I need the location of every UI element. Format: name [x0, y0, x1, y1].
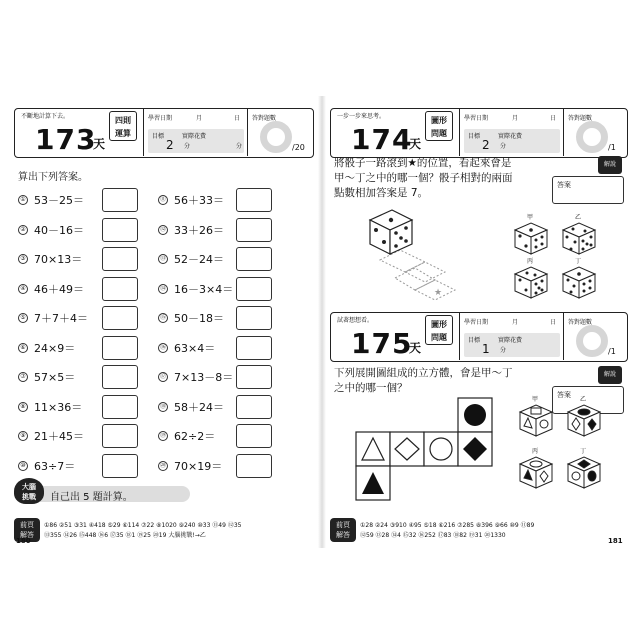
problem-item — [158, 247, 276, 271]
category-tag — [425, 111, 453, 141]
category-tag-line: 問題 — [431, 333, 447, 342]
problem-number: ⑬ — [159, 255, 166, 262]
svg-text:★: ★ — [434, 288, 443, 298]
die-option-ding — [563, 267, 595, 298]
answer-input-box[interactable] — [102, 336, 138, 360]
problem-item — [158, 188, 276, 212]
answer-line: ①28 ②24 ③910 ④95 ⑤18 ⑥216 ⑦285 ⑧396 ⑨66 ⑩9 ⑪89 — [360, 522, 535, 529]
problem-number: ⑤ — [18, 313, 28, 323]
answer-input-box[interactable] — [102, 365, 138, 389]
day-number: 175 — [351, 327, 413, 360]
problem-item — [158, 365, 276, 389]
problem-number: ⑦ — [18, 372, 28, 382]
option-label: 甲 — [532, 396, 539, 403]
problem-expression: 40－16＝ — [34, 223, 84, 237]
problem-number: ⑯ — [159, 343, 166, 351]
day-unit: 天 — [409, 137, 422, 151]
problem-number: ⑧ — [18, 402, 28, 412]
challenge-text: 自己出 5 題計算。 — [50, 492, 133, 503]
problem-number: ① — [18, 195, 28, 205]
problem-item — [18, 454, 142, 478]
goal-unit: 分 — [500, 143, 507, 150]
book-spine — [318, 96, 326, 548]
problem-item — [18, 395, 142, 419]
die-option-jia — [515, 223, 547, 254]
problem-item — [18, 247, 142, 271]
goal-value: 1 — [482, 342, 490, 356]
problem-number: ⑭ — [159, 284, 166, 292]
month-label: 月 — [512, 115, 519, 122]
problem-item — [18, 424, 142, 448]
hint-icon[interactable]: 解說 — [598, 366, 622, 384]
date-label: 學習日期 — [464, 319, 489, 326]
day-header — [14, 108, 314, 158]
question-line: 下列展開圖組成的立方體，會是甲～丁 — [334, 367, 513, 379]
die-option-bing — [515, 267, 547, 298]
answer-icon — [330, 518, 356, 542]
problem-number: ⑳ — [159, 461, 166, 469]
header-subtitle: 一步一步來思考。 — [337, 113, 386, 120]
right-page — [330, 100, 628, 545]
goal-label: 目標 — [152, 133, 165, 140]
problem-expression: 57×5＝ — [34, 371, 76, 384]
goal-label: 目標 — [468, 337, 481, 344]
actual-unit: 分 — [236, 143, 243, 150]
answer-input-box[interactable] — [102, 454, 138, 478]
answer-input-box[interactable] — [236, 218, 272, 242]
option-label: 丁 — [580, 448, 587, 455]
option-label: 丙 — [532, 448, 539, 455]
answer-input-box[interactable] — [102, 188, 138, 212]
category-tag — [425, 315, 453, 345]
goal-value: 2 — [166, 138, 174, 152]
score-panel — [563, 109, 629, 156]
study-date-panel — [459, 313, 563, 360]
date-label: 學習日期 — [148, 115, 173, 122]
problem-number: ⑱ — [159, 402, 166, 410]
category-tag-line: 問題 — [431, 129, 447, 138]
option-label: 甲 — [527, 214, 534, 221]
problem-number: ⑲ — [159, 432, 166, 439]
problem-expression: 7＋7＋4＝ — [34, 312, 88, 325]
day-label: 日 — [550, 115, 557, 122]
answer-input-box[interactable] — [102, 277, 138, 301]
day-unit: 天 — [93, 137, 106, 151]
problem-expression: 63×4＝ — [174, 341, 216, 355]
problem-number: ② — [18, 225, 28, 235]
problem-number: ④ — [18, 284, 28, 294]
answer-box-label: 答案 — [557, 391, 571, 399]
day-label: 日 — [550, 319, 557, 326]
problem-item — [18, 306, 142, 330]
answer-line: ⑬355 ⑭26 ⑮448 ⑯6 ⑰35 ⑱1 ⑲25 ⑳19 大腦挑戰!→乙 — [44, 532, 206, 539]
problem-item — [158, 424, 276, 448]
option-label: 乙 — [580, 396, 587, 403]
answer-input-box[interactable] — [236, 336, 272, 360]
problem-item — [18, 277, 142, 301]
problem-expression: 52－24＝ — [174, 253, 224, 266]
problem-expression: 70×13＝ — [34, 253, 83, 266]
die-option-yi — [563, 223, 595, 254]
question-line: 將骰子一路滾到★的位置，看起來會是 — [334, 157, 512, 169]
header-subtitle: 試著想想看。 — [337, 317, 374, 324]
answer-input-box[interactable] — [236, 277, 272, 301]
date-label: 學習日期 — [464, 115, 489, 122]
question-line: 點數相加答案是 7。 — [334, 187, 429, 199]
category-tag-line: 圖形 — [431, 116, 447, 125]
category-tag — [109, 111, 137, 141]
goal-label: 目標 — [468, 133, 481, 140]
problem-item — [18, 365, 142, 389]
day-header-174 — [330, 108, 628, 158]
actual-label: 實際花費 — [498, 133, 523, 140]
problem-number: ⑥ — [18, 343, 28, 353]
answer-input-box[interactable] — [236, 454, 272, 478]
actual-label: 實際花費 — [182, 133, 207, 140]
answer-input-box[interactable] — [236, 424, 272, 448]
study-date-panel — [143, 109, 247, 156]
day-unit: 天 — [409, 341, 422, 355]
question-174-text — [334, 156, 513, 201]
problem-expression: 7×13－8＝ — [174, 371, 234, 384]
score-total: /1 — [608, 143, 616, 152]
problem-item — [158, 306, 276, 330]
problem-item — [158, 218, 276, 242]
answer-input-box[interactable] — [236, 188, 272, 212]
brain-icon — [14, 478, 44, 504]
time-panel — [464, 129, 560, 153]
answer-box-label: 答案 — [557, 181, 571, 189]
answer-input-box[interactable] — [102, 395, 138, 419]
brain-challenge — [14, 484, 190, 502]
previous-answers — [14, 518, 314, 542]
study-date-panel — [459, 109, 563, 156]
problem-expression: 16－3×4＝ — [174, 282, 234, 296]
score-label: 答對題數 — [252, 115, 277, 122]
score-panel — [247, 109, 313, 156]
problem-expression: 70×19＝ — [174, 459, 223, 473]
answer-input-box[interactable] — [102, 306, 138, 330]
answer-input-box[interactable] — [236, 247, 272, 271]
option-label: 乙 — [575, 214, 582, 221]
score-total: /20 — [292, 143, 305, 152]
page-number: 180 — [16, 537, 31, 545]
problem-expression: 53－25＝ — [34, 194, 84, 207]
day-header-175 — [330, 312, 628, 362]
time-panel — [464, 333, 560, 357]
score-ring-icon — [576, 121, 608, 153]
problem-number: ⑪ — [159, 196, 166, 203]
goal-unit: 分 — [500, 347, 507, 354]
problem-item — [18, 218, 142, 242]
answer-icon-line: 前頁 — [20, 521, 34, 529]
problem-number: ③ — [18, 254, 28, 264]
hint-icon[interactable]: 解說 — [598, 156, 622, 174]
problem-number: ⑰ — [159, 373, 166, 380]
cube-option-jia — [520, 405, 552, 436]
month-label: 月 — [196, 115, 203, 122]
category-tag-line: 四則 — [115, 116, 131, 125]
score-ring-icon — [260, 121, 292, 153]
problem-expression: 46＋49＝ — [34, 282, 84, 296]
actual-label: 實際花費 — [498, 337, 523, 344]
day-label: 日 — [234, 115, 241, 122]
option-label: 丙 — [527, 258, 534, 265]
category-tag-line: 圖形 — [431, 320, 447, 329]
score-label: 答對題數 — [568, 115, 593, 122]
goal-value: 2 — [482, 138, 490, 152]
problem-item — [158, 395, 276, 419]
answer-input-box[interactable] — [102, 247, 138, 271]
score-ring-icon — [576, 325, 608, 357]
problem-item — [158, 454, 276, 478]
problem-expression: 11×36＝ — [34, 400, 83, 414]
problem-expression: 33＋26＝ — [174, 223, 224, 237]
answer-icon-line: 解答 — [20, 531, 34, 539]
time-panel — [148, 129, 244, 153]
question-line: 甲～丁之中的哪一個？骰子相對的兩面 — [334, 172, 513, 184]
month-label: 月 — [512, 319, 519, 326]
problem-item — [18, 188, 142, 212]
problem-expression: 24×9＝ — [34, 341, 76, 355]
answer-icon-line: 解答 — [336, 531, 350, 539]
header-subtitle: 不斷地計算下去。 — [21, 113, 70, 120]
option-label: 丁 — [575, 258, 582, 265]
answer-input-box[interactable] — [236, 306, 272, 330]
problem-expression: 50－18＝ — [174, 312, 224, 325]
answer-input-box[interactable] — [102, 424, 138, 448]
instruction: 算出下列答案。 — [18, 172, 88, 183]
cube-option-bing — [520, 457, 552, 488]
goal-unit: 分 — [184, 143, 191, 150]
dice-roll-figure — [330, 200, 628, 300]
score-label: 答對題數 — [568, 319, 593, 326]
die-main — [370, 210, 412, 254]
day-number: 174 — [351, 123, 413, 156]
problem-expression: 21＋45＝ — [34, 430, 84, 443]
answer-icon-line: 前頁 — [336, 521, 350, 529]
brain-icon-line: 挑戰 — [22, 493, 36, 501]
answer-input-box[interactable] — [236, 365, 272, 389]
cube-option-yi — [568, 405, 600, 436]
day-number: 173 — [35, 123, 97, 156]
question-line: 之中的哪一個？ — [334, 382, 408, 394]
left-page — [14, 100, 314, 545]
score-panel — [563, 313, 629, 360]
problem-number: ⑨ — [18, 431, 28, 441]
problem-number: ⑩ — [18, 461, 28, 471]
problem-number: ⑮ — [159, 314, 166, 321]
problem-expression: 56＋33＝ — [174, 194, 224, 207]
problem-number: ⑫ — [159, 225, 166, 233]
answer-line: ⑫59 ⑬28 ⑭4 ⑮32 ⑯252 ⑰83 ⑱82 ⑲31 ⑳1330 — [360, 532, 506, 539]
page-number: 181 — [608, 537, 623, 545]
cube-option-ding — [568, 457, 600, 488]
problem-expression: 63÷7＝ — [34, 459, 76, 473]
brain-icon-line: 大腦 — [22, 483, 36, 491]
problem-item — [158, 277, 276, 301]
answer-input-box[interactable] — [236, 395, 272, 419]
previous-answers — [330, 518, 628, 542]
problem-expression: 62÷2＝ — [174, 430, 216, 443]
category-tag-line: 運算 — [115, 129, 131, 138]
score-total: /1 — [608, 347, 616, 356]
problem-item — [18, 336, 142, 360]
problem-expression: 58＋24＝ — [174, 400, 224, 414]
problem-item — [158, 336, 276, 360]
answer-input-box[interactable] — [102, 218, 138, 242]
answer-line: ①86 ②51 ③31 ④418 ⑤29 ⑥114 ⑦22 ⑧1020 ⑨240 ⑩33 ⑪49 ⑫35 — [44, 522, 242, 529]
